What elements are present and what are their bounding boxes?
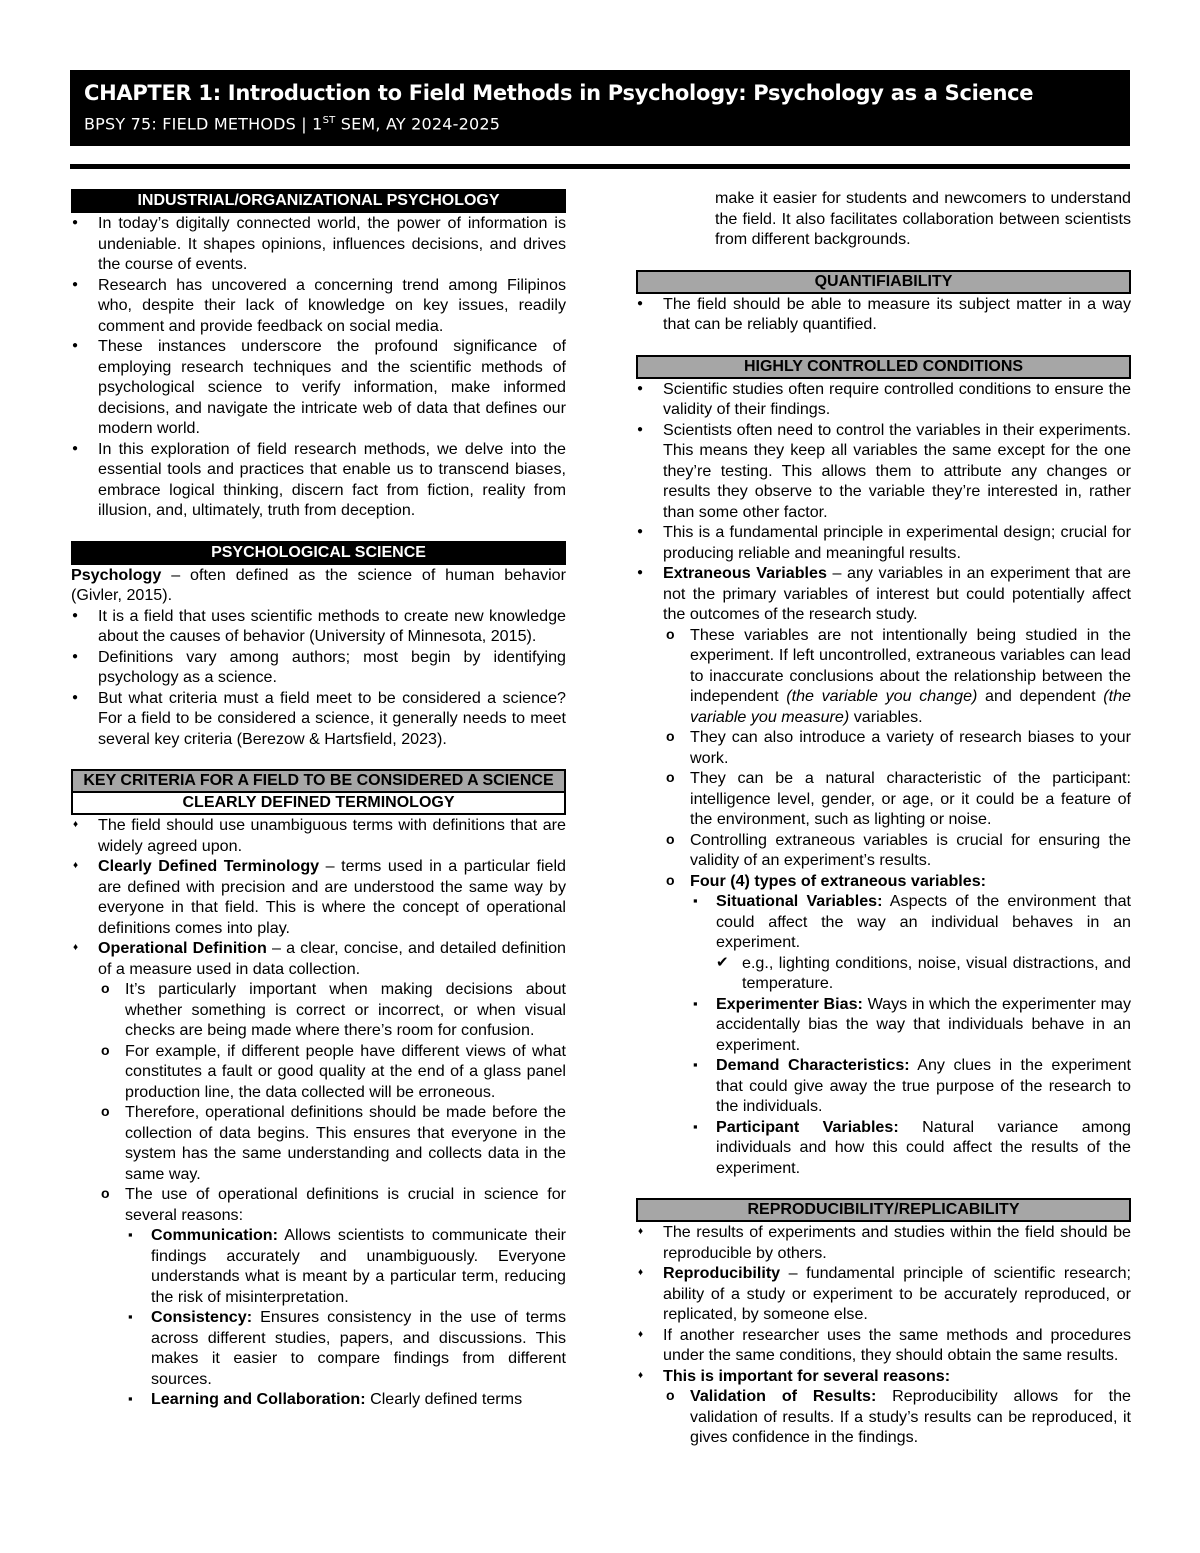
list-item: o For example, if different people have different views of what constitutes a fault or good quality at the end of a glass panel production line, the data collected will be erroneous. (98, 1041, 566, 1103)
controlled-conditions-list (636, 379, 1131, 1179)
list-item: ♦ If another researcher uses the same methods and procedures under the same conditions, they should obtain the same results. (636, 1325, 1131, 1366)
list-item: ● It is a field that uses scientific methods to create new knowledge about the causes of behavior (University of Minnesota, 2015). (71, 606, 566, 647)
list-item: ▪ Participant Variables: Natural variance among individuals and how this could affect the results of the experiment. (690, 1117, 1131, 1179)
right-column (636, 188, 1131, 1448)
list-item: o Four (4) types of extraneous variables: ▪ Situational Variables: Aspects of the environment that could affect the way an individual behaves in an experiment. ✔ e.g., lighting conditions, noise, visual distractions, and temperature. ▪ Experimenter Bias: Ways in which the experimenter may accidentally bias the way that individuals behave in an experiment. ▪ Demand Characteristics: Any clues in the experiment that could give away the true purpose of the research to the individuals. ▪ Participant Variables: Natural variance among individuals and how this could affect the results of the experiment. (663, 871, 1131, 1179)
list-item: o Validation of Results: Reproducibility allows for the validation of results. If a study’s results can be reproduced, it gives confidence in the findings. (663, 1386, 1131, 1448)
list-item: ● In this exploration of field research methods, we delve into the essential tools and practices that enable us to transcend biases, embrace logical thinking, discern fact from fiction, reality from illusion, and, ultimately, truth from deception. (71, 439, 566, 521)
list-item: ● In today’s digitally connected world, the power of information is undeniable. It shapes opinions, influences decisions, and drives the course of events. (71, 213, 566, 275)
quantifiability-list (636, 294, 1131, 335)
list-item: ♦ The results of experiments and studies within the field should be reproducible by others. (636, 1222, 1131, 1263)
list-item: ♦ Reproducibility – fundamental principle of scientific research; ability of a study or experiment to be accurately reproduced, or replicated, by someone else. (636, 1263, 1131, 1325)
list-item: ▪ Consistency: Ensures consistency in the use of terms across different studies, papers, and discussions. This makes it easier to compare findings from different sources. (125, 1307, 566, 1389)
list-item: ● This is a fundamental principle in experimental design; crucial for producing reliable and meaningful results. (636, 522, 1131, 563)
io-list (71, 213, 566, 521)
extraneous-variables-sublist (663, 625, 1131, 1179)
psych-science-list (71, 606, 566, 750)
list-item: ● The field should be able to measure its subject matter in a way that can be reliably quantified. (636, 294, 1131, 335)
extraneous-types-list (690, 891, 1131, 1178)
list-item: ♦ Operational Definition – a clear, concise, and detailed definition of a measure used in data collection. o It’s particularly important when making decisions about whether something is correct or incorrect, or when visual checks are being made where there’s room for confusion. o For example, if different people have different views of what constitutes a fault or good quality at the end of a glass panel production line, the data collected will be erroneous. o Therefore, operational definitions should be made before the collection of data begins. This ensures that everyone in the system has the same understanding and collects data in the same way. o The use of operational definitions is crucial in science for several reasons: ▪ Communication: Allows scientists to communicate their findings accurately and unambiguously. Everyone understands what is meant by a particular term, reducing the risk of misinterpretation. ▪ Consistency: Ensures consistency in the use of terms across different studies, papers, and discussions. This makes it easier to compare findings from different sources. ▪ Learning and Collaboration: Clearly defined terms (71, 938, 566, 1410)
list-item: ▪ Experimenter Bias: Ways in which the experimenter may accidentally bias the way that individuals behave in an experiment. (690, 994, 1131, 1056)
section-heading-terminology: CLEARLY DEFINED TERMINOLOGY (71, 791, 566, 815)
chapter-title: CHAPTER 1: Introduction to Field Methods in Psychology: Psychology as a Science (84, 81, 1034, 105)
list-item: ♦ Clearly Defined Terminology – terms used in a particular field are defined with precision and are understood the same way by everyone in that field. This is where the concept of operational definitions comes into play. (71, 856, 566, 938)
section-heading-io: INDUSTRIAL/ORGANIZATIONAL PSYCHOLOGY (71, 189, 566, 213)
list-item: ● Research has uncovered a concerning trend among Filipinos who, despite their lack of knowledge on key issues, readily comment and provide feedback on social media. (71, 275, 566, 337)
list-item: o They can be a natural characteristic of the participant: intelligence level, gender, or age, or it could be a feature of the environment, such as lighting or noise. (663, 768, 1131, 830)
reproducibility-list (636, 1222, 1131, 1448)
list-item: o They can also introduce a variety of research biases to your work. (663, 727, 1131, 768)
list-item: ▪ Situational Variables: Aspects of the environment that could affect the way an individual behaves in an experiment. ✔ e.g., lighting conditions, noise, visual distractions, and temperature. (690, 891, 1131, 994)
continued-text: make it easier for students and newcomers to understand the field. It also facilitates collaboration between scientists from different backgrounds. (715, 189, 1131, 248)
list-item: ▪ Demand Characteristics: Any clues in the experiment that could give away the true purpose of the research to the individuals. (690, 1055, 1131, 1117)
list-item: ● Scientists often need to control the variables in their experiments. This means they keep all variables the same except for the one they’re testing. This allows them to attribute any changes or results they observe to the variable they’re interested in, rather than some other factor. (636, 420, 1131, 523)
list-item: ● These instances underscore the profound significance of employing research techniques and the scientific methods of psychological science to verify information, make informed decisions, and navigate the intricate web of data that defines our modern world. (71, 336, 566, 439)
list-item: ● Extraneous Variables – any variables in an experiment that are not the primary variables of interest but could potentially affect the outcomes of the research study. o These variables are not intentionally being studied in the experiment. If left uncontrolled, extraneous variables can lead to inaccurate conclusions about the relationship between the independent (the variable you change) and dependent (the variable you measure) variables. o They can also introduce a variety of research biases to your work. o They can be a natural characteristic of the participant: intelligence level, gender, or age, or it could be a feature of the environment, such as lighting or noise. o Controlling extraneous variables is crucial for ensuring the validity of an experiment’s results. o Four (4) types of extraneous variables: ▪ Situational Variables: Aspects of the environment that could affect the way an individual behaves in an experiment. ✔ e.g., lighting conditions, noise, visual distractions, and temperature. ▪ Experimenter Bias: Ways in which the experimenter may accidentally bias the way that individuals behave in an experiment. ▪ Demand Characteristics: Any clues in the experiment that could give away the true purpose of the research to the individuals. ▪ Participant Variables: Natural variance among individuals and how this could affect the results of the experiment. (636, 563, 1131, 1178)
list-item: ♦ The field should use unambiguous terms with definitions that are widely agreed upon. (71, 815, 566, 856)
left-column (71, 189, 566, 1410)
reasons-sublist (663, 1386, 1131, 1448)
section-heading-controlled-conditions: HIGHLY CONTROLLED CONDITIONS (636, 355, 1131, 379)
example-list (716, 953, 1131, 994)
list-item: o These variables are not intentionally being studied in the experiment. If left uncontrolled, extraneous variables can lead to inaccurate conclusions about the relationship between the independent (the variable you change) and dependent (the variable you measure) variables. (663, 625, 1131, 728)
list-item: ● Definitions vary among authors; most begin by identifying psychology as a science. (71, 647, 566, 688)
section-heading-psych-science: PSYCHOLOGICAL SCIENCE (71, 541, 566, 565)
list-item: o Therefore, operational definitions should be made before the collection of data begins. This ensures that everyone in the system has the same understanding and collects data in the same way. (98, 1102, 566, 1184)
psychology-definition: Psychology – often defined as the science of human behavior (Givler, 2015). (71, 565, 566, 604)
list-item: o The use of operational definitions is crucial in science for several reasons: ▪ Communication: Allows scientists to communicate their findings accurately and unambiguously. Everyone understands what is meant by a particular term, reducing the risk of misinterpretation. ▪ Consistency: Ensures consistency in the use of terms across different studies, papers, and discussions. This makes it easier to compare findings from different sources. ▪ Learning and Collaboration: Clearly defined terms (98, 1184, 566, 1410)
list-item: ▪ Learning and Collaboration: Clearly defined terms (125, 1389, 566, 1410)
reasons-list (125, 1225, 566, 1410)
list-item: ▪ Communication: Allows scientists to communicate their findings accurately and unambiguously. Everyone understands what is meant by a particular term, reducing the risk of misinterpretation. (125, 1225, 566, 1307)
list-item: o It’s particularly important when making decisions about whether something is correct or incorrect, or when visual checks are being made where there’s room for confusion. (98, 979, 566, 1041)
operational-definition-sublist (98, 979, 566, 1410)
course-subtitle: BPSY 75: FIELD METHODS | 1ST SEM, AY 2024-2025 (84, 114, 501, 134)
chapter-banner (70, 70, 1130, 146)
list-item: ♦ This is important for several reasons: o Validation of Results: Reproducibility allows for the validation of results. If a study’s results can be reproduced, it gives confidence in the findings. (636, 1366, 1131, 1448)
list-item: o Controlling extraneous variables is crucial for ensuring the validity of an experiment’s results. (663, 830, 1131, 871)
terminology-list (71, 815, 566, 1410)
list-item: ● But what criteria must a field meet to be considered a science? For a field to be considered a science, it generally needs to meet several key criteria (Berezow & Hartsfield, 2023). (71, 688, 566, 750)
section-heading-reproducibility: REPRODUCIBILITY/REPLICABILITY (636, 1198, 1131, 1222)
list-item: ● Scientific studies often require controlled conditions to ensure the validity of their findings. (636, 379, 1131, 420)
section-heading-key-criteria: KEY CRITERIA FOR A FIELD TO BE CONSIDERED A SCIENCE (71, 769, 566, 793)
section-heading-quantifiability: QUANTIFIABILITY (636, 270, 1131, 294)
list-item: ✔ e.g., lighting conditions, noise, visual distractions, and temperature. (716, 953, 1131, 994)
header-rule (70, 164, 1130, 169)
